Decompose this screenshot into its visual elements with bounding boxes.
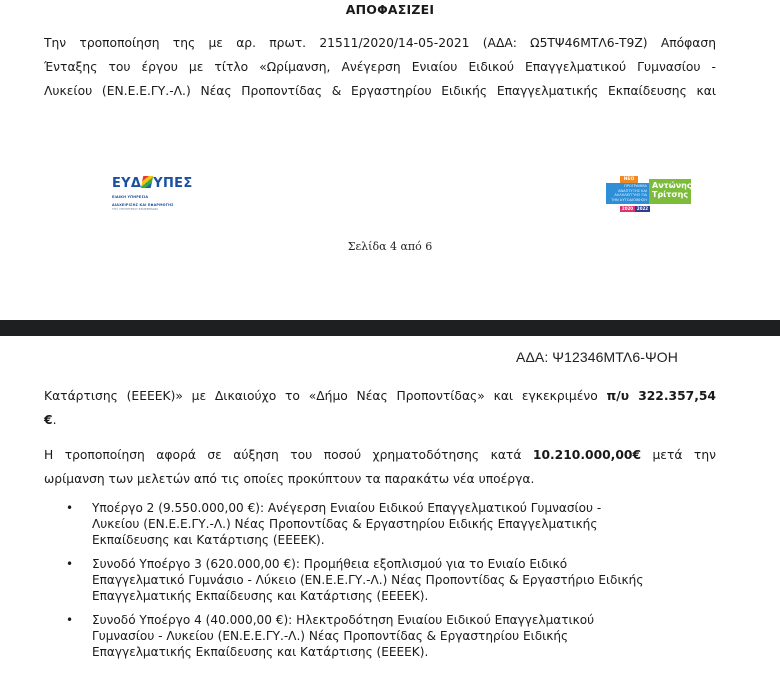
page-separator [0,320,780,337]
list-item-line: Συνοδό Υποέργο 3 (620.000,00 €): Προμήθεια εξοπλισμού για το Ενιαίο Ειδικό [92,557,568,571]
bullet-icon: • [66,501,74,515]
amendment-paragraph [44,443,716,491]
list-item-line: Υποέργο 2 (9.550.000,00 €): Ανέγερση Ενιαίου Ειδικού Επαγγελματικού Γυμνασίου - [92,501,602,515]
logo-footnote: ΤΟΥ ΥΠΟΥΡΓΕΙΟΥ ΕΣΩΤΕΡΙΚΩΝ [112,207,158,212]
logo-subtitle: ΔΙΑΧΕΙΡΙΣΗΣ ΚΑΙ ΕΦΑΡΜΟΓΗΣ [112,203,174,208]
program-title-box [606,183,649,204]
program-line: ΤΗΝ ΑΥΤΟΔΙΟΙΚΗΣΗ [611,197,647,202]
flag-stripes-icon [141,176,154,188]
program-name-line: Αντώνης [652,181,692,190]
list-item-line: Γυμνασίου - Λυκείου (ΕΝ.Ε.Ε.ΓΥ.-Λ.) Νέας Προποντίδας & Εργαστηρίου Ειδικής [92,629,569,643]
list-item [0,556,780,604]
decision-paragraph [44,31,716,103]
program-line: ΑΛΛΗΛΕΓΓΥΗΣ ΓΙΑ [614,193,647,198]
bullet-icon: • [66,557,74,571]
paragraph-text: . [52,413,57,427]
paragraph-text: μετά την [641,448,716,462]
logo-text: ΥΠΕΣ [153,176,193,191]
eydepes-logo [112,176,202,216]
budget-amount: π/υ 322.357,54 [606,389,716,403]
new-badge: ΝΕΟ [620,176,638,183]
bullet-icon: • [66,613,74,627]
budget-paragraph [44,384,716,432]
list-item [0,612,780,660]
ada-code: ΑΔΑ: Ψ12346ΜΤΛ6-ΨΟΗ [516,349,679,365]
decision-heading: ΑΠΟΦΑΣΙΖΕΙ [345,2,435,17]
year-end-badge: 2022 [636,206,649,211]
paragraph-line: Λυκείου (ΕΝ.Ε.Ε.ΓΥ.-Λ.) Νέας Προποντίδας & Εργαστηρίου Ειδικής Επαγγελματικής Εκπαίδευσης και [44,84,716,98]
list-item-line: Εκπαίδευσης και Κατάρτισης (ΕΕΕΕΚ). [92,533,325,547]
list-item-line: Επαγγελματικό Γυμνάσιο - Λύκειο (ΕΝ.Ε.Ε.ΓΥ.-Λ.) Νέας Προποντίδας & Εργαστήριο Ειδικής [92,573,644,587]
program-name-line: Τρίτσης [652,189,689,199]
paragraph-line: Την τροποποίηση της με αρ. πρωτ. 21511/2020/14-05-2021 (ΑΔΑ: Ω5ΤΨ46ΜΤΛ6-Τ9Ζ) Απόφαση [44,36,716,50]
subprojects-list [0,500,780,668]
document-page-4 [0,0,780,318]
paragraph-line: ωρίμανση των μελετών από τις οποίες προκύπτουν τα παρακάτω νέα υποέργα. [44,472,535,486]
list-item-line: Λυκείου (ΕΝ.Ε.Ε.ΓΥ.-Λ.) Νέας Προποντίδας & Εργαστηρίου Ειδικής Επαγγελματικής [92,517,598,531]
paragraph-line [44,408,716,432]
paragraph-text: Η τροποποίηση αφορά σε αύξηση του ποσού χρηματοδότησης κατά [44,448,533,462]
paragraph-text: Κατάρτισης (ΕΕΕΕΚ)» με Δικαιούχο το «Δήμο Νέας Προποντίδας» και εγκεκριμένο [44,389,607,403]
program-name-box [649,179,691,204]
paragraph-line: Ένταξης του έργου με τίτλο «Ωρίμανση, Ανέγερση Ενιαίου Ειδικού Επαγγελματικού Γυμνασίου - [44,60,716,74]
program-line: ΠΡΟΓΡΑΜΜΑ [624,184,647,188]
logo-text: ΕΥΔ [112,176,142,191]
funding-increase-amount: 10.210.000,00€ [532,448,642,462]
logo-subtitle: ΕΙΔΙΚΗ ΥΠΗΡΕΣΙΑ [112,195,149,199]
currency-symbol: € [44,413,53,427]
list-item-line: Συνοδό Υποέργο 4 (40.000,00 €): Ηλεκτροδότηση Ενιαίου Ειδικού Επαγγελματικού [92,613,595,627]
antonis-tritsis-program-logo [606,176,696,218]
list-item-line: Επαγγελματικής Εκπαίδευσης και Κατάρτισης (ΕΕΕΕΚ). [92,645,429,659]
eydepes-logo-wordmark [112,176,202,191]
list-item-line: Επαγγελματικής Εκπαίδευσης και Κατάρτισης (ΕΕΕΕΚ). [92,589,429,603]
paragraph-line [44,384,716,408]
list-item [0,500,780,548]
program-line: ΑΝΑΠΤΥΞΗΣ ΚΑΙ [618,188,647,193]
page-number: Σελίδα 4 από 6 [347,240,433,253]
paragraph-line [44,443,716,467]
year-start-badge: 2020 [621,206,634,211]
